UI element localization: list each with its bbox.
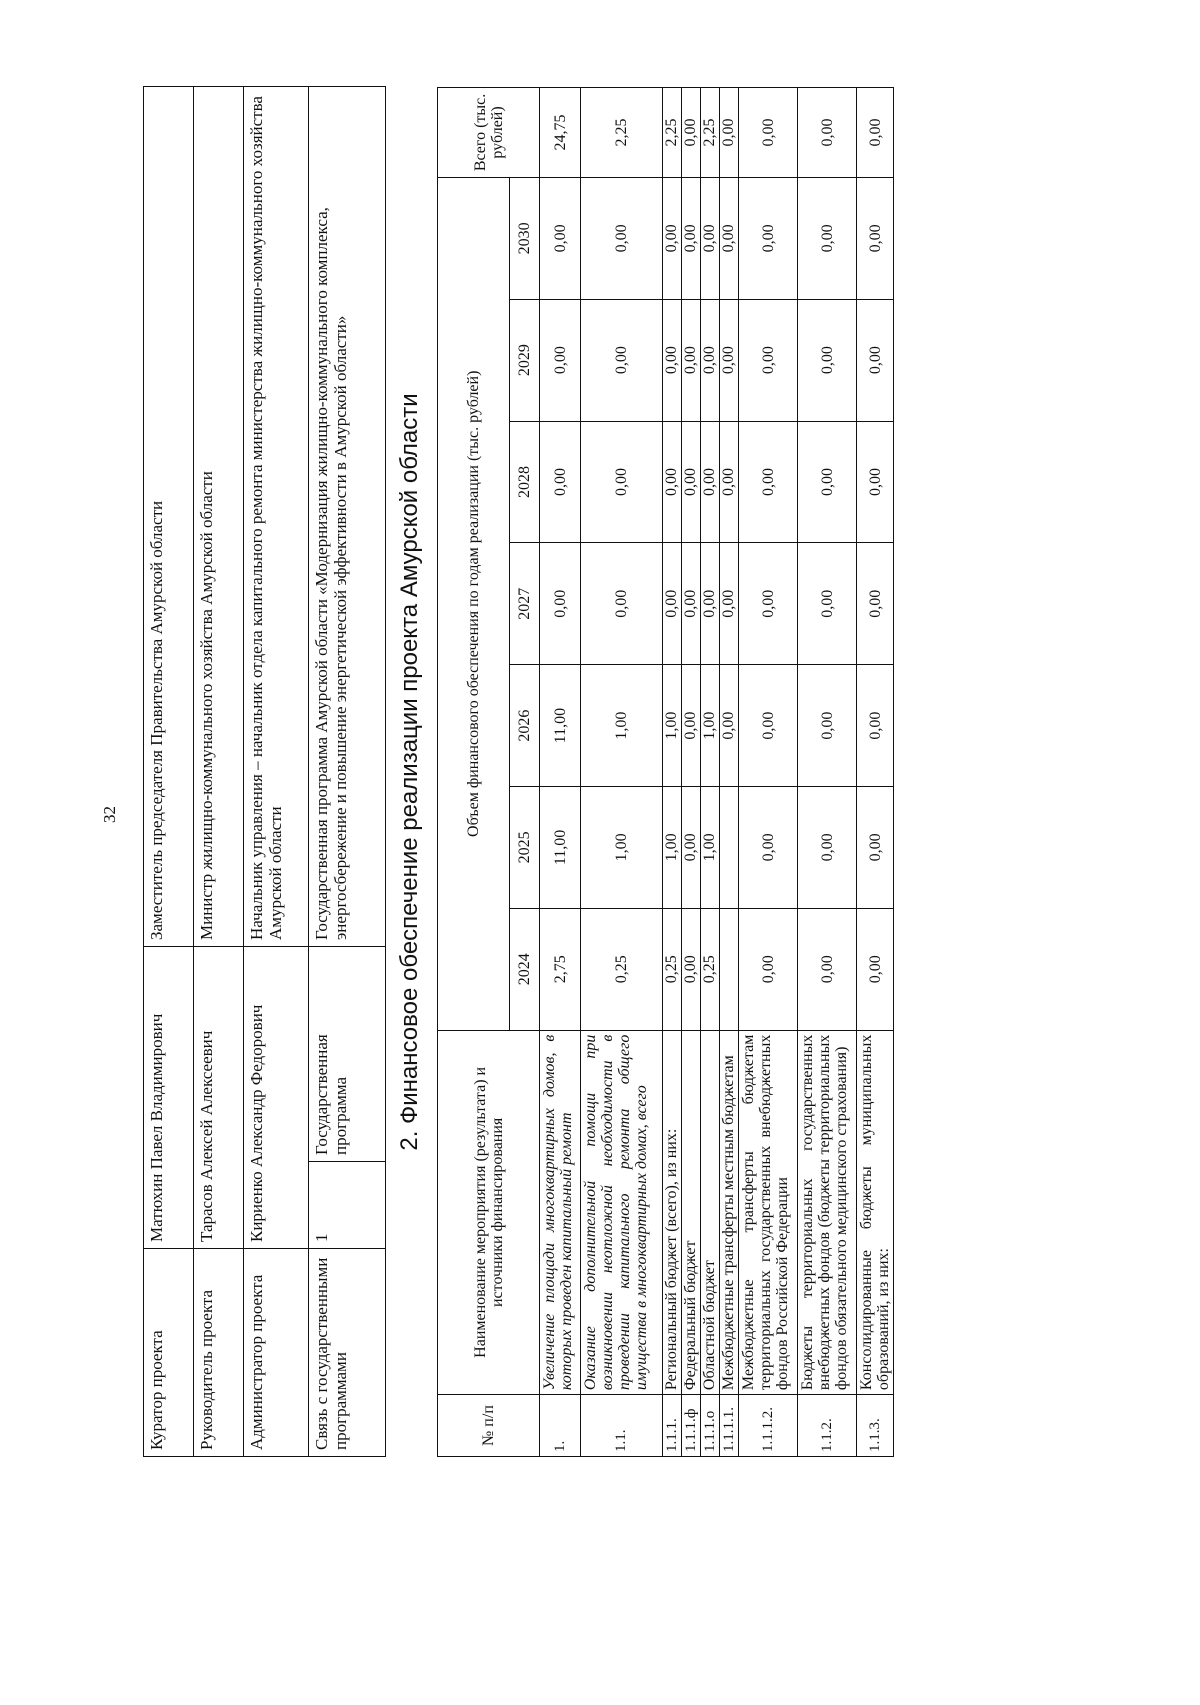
year-value: 0,00 [682, 543, 701, 665]
row-total: 2,25 [663, 88, 682, 178]
volume-header: Объем финансового обеспечения по годам реализации (тыс. рублей) [438, 177, 510, 1030]
year-value: 0,00 [581, 543, 663, 665]
year-value: 0,00 [540, 299, 581, 421]
table-row [540, 88, 581, 1457]
section-title: 2. Финансовое обеспечение реализации проекта Амурской области [396, 393, 423, 1151]
row-number: 1.1.1.о [701, 1395, 720, 1457]
year-value: 0,00 [798, 177, 857, 299]
year-value: 0,00 [663, 299, 682, 421]
year-value: 0,00 [739, 908, 798, 1030]
year-header: 2030 [510, 177, 540, 299]
year-header: 2026 [510, 665, 540, 787]
year-value: 0,25 [701, 908, 720, 1030]
table-row [739, 88, 798, 1457]
project-info-table [143, 86, 386, 1457]
row-number: 1.1.1.2. [739, 1395, 798, 1457]
row-name: Межбюджетные трансферты бюджетам территориальных государственных внебюджетных фондов Российской Федерации [739, 1030, 798, 1394]
year-value: 0,00 [798, 299, 857, 421]
table-row [701, 88, 720, 1457]
row-name: Региональный бюджет (всего), из них: [663, 1030, 682, 1394]
year-value: 0,00 [682, 665, 701, 787]
value-cell: Кириенко Александр Федорович [244, 947, 309, 1249]
year-value: 0,00 [701, 421, 720, 543]
year-value: 0,00 [857, 665, 894, 787]
number-header: № п/п [438, 1395, 540, 1457]
value-cell: Тарасов Алексей Алексеевич [194, 947, 244, 1249]
year-value: 0,00 [739, 787, 798, 909]
year-value: 0,00 [739, 543, 798, 665]
year-value: 0,00 [540, 421, 581, 543]
table-row [581, 88, 663, 1457]
total-header: Всего (тыс. рублей) [438, 88, 540, 178]
year-value: 0,00 [663, 421, 682, 543]
year-value: 0,00 [682, 299, 701, 421]
year-value: 0,00 [581, 421, 663, 543]
number-cell: 1 [309, 1162, 386, 1249]
label-cell: Администратор проекта [244, 1249, 309, 1457]
row-total: 2,25 [581, 88, 663, 178]
year-value [720, 908, 739, 1030]
year-value: 0,00 [701, 543, 720, 665]
year-value: 0,25 [663, 908, 682, 1030]
row-total: 0,00 [739, 88, 798, 178]
year-value: 1,00 [701, 787, 720, 909]
year-value: 1,00 [581, 787, 663, 909]
value-cell: Матюхин Павел Владимирович [144, 947, 194, 1249]
year-value: 0,00 [682, 787, 701, 909]
table-row [144, 87, 194, 1457]
year-value: 11,00 [540, 787, 581, 909]
row-number: 1.1. [581, 1395, 663, 1457]
page-number: 32 [100, 806, 119, 823]
row-total: 24,75 [540, 88, 581, 178]
year-value: 0,00 [739, 177, 798, 299]
year-value: 0,00 [739, 299, 798, 421]
row-total: 2,25 [701, 88, 720, 178]
year-value: 1,00 [663, 787, 682, 909]
row-name: Межбюджетные трансферты местным бюджетам [720, 1030, 739, 1394]
year-value [720, 787, 739, 909]
row-number: 1.1.1.1. [720, 1395, 739, 1457]
year-header: 2027 [510, 543, 540, 665]
year-value: 0,00 [701, 177, 720, 299]
role-cell: Министр жилищно-коммунального хозяйства Амурской области [194, 87, 244, 947]
row-number: 1. [540, 1395, 581, 1457]
row-number: 1.1.1.ф [682, 1395, 701, 1457]
year-value: 0,00 [720, 543, 739, 665]
year-value: 0,00 [682, 177, 701, 299]
name-header: Наименование мероприятия (результата) и источники финансирования [438, 1030, 540, 1394]
table-row [857, 88, 894, 1457]
year-value: 1,00 [701, 665, 720, 787]
label-cell: Руководитель проекта [194, 1249, 244, 1457]
year-value: 0,00 [798, 421, 857, 543]
row-name: Областной бюджет [701, 1030, 720, 1394]
year-value: 0,00 [663, 543, 682, 665]
year-value: 0,00 [540, 177, 581, 299]
year-value: 0,00 [701, 299, 720, 421]
year-value: 0,00 [739, 421, 798, 543]
year-value: 0,00 [739, 665, 798, 787]
table-row [798, 88, 857, 1457]
table-row [244, 87, 309, 1457]
year-value: 0,00 [540, 543, 581, 665]
year-value: 11,00 [540, 665, 581, 787]
year-value: 0,00 [798, 787, 857, 909]
year-header: 2028 [510, 421, 540, 543]
table-row [309, 87, 386, 1457]
year-value: 0,00 [720, 421, 739, 543]
finance-table [437, 87, 894, 1457]
table-row [682, 88, 701, 1457]
header-row [438, 88, 510, 1457]
rotated-page-content [143, 87, 1103, 1457]
row-name: Бюджеты территориальных государственных внебюджетных фондов (бюджеты территориальных фондов обязательного медицинского страхования) [798, 1030, 857, 1394]
year-value: 0,00 [798, 908, 857, 1030]
year-header: 2025 [510, 787, 540, 909]
year-value: 0,00 [857, 177, 894, 299]
finance-body [540, 88, 894, 1457]
year-value: 0,00 [857, 543, 894, 665]
table-row [663, 88, 682, 1457]
row-number: 1.1.1. [663, 1395, 682, 1457]
year-value: 0,00 [720, 177, 739, 299]
year-value: 2,75 [540, 908, 581, 1030]
row-total: 0,00 [798, 88, 857, 178]
row-number: 1.1.2. [798, 1395, 857, 1457]
year-value: 0,00 [798, 665, 857, 787]
row-total: 0,00 [720, 88, 739, 178]
row-name: Консолидированные бюджеты муниципальных образований, из них: [857, 1030, 894, 1394]
label-cell: Связь с государственными программами [309, 1249, 386, 1457]
table-row [720, 88, 739, 1457]
year-value: 1,00 [663, 665, 682, 787]
year-header: 2029 [510, 299, 540, 421]
label-cell: Куратор проекта [144, 1249, 194, 1457]
year-value: 1,00 [581, 665, 663, 787]
year-value: 0,00 [720, 299, 739, 421]
row-name: Оказание дополнительной помощи при возникновении неотложной необходимости в проведении капитального ремонта общего имущества в многоквартирных домах, всего [581, 1030, 663, 1394]
type-cell: Государственная программа [309, 947, 386, 1162]
year-value: 0,00 [857, 299, 894, 421]
year-value: 0,00 [663, 177, 682, 299]
year-value: 0,00 [857, 908, 894, 1030]
year-header: 2024 [510, 908, 540, 1030]
year-value: 0,00 [798, 543, 857, 665]
row-name: Увеличение площади многоквартирных домов, в которых проведен капитальный ремонт [540, 1030, 581, 1394]
role-cell: Заместитель председателя Правительства Амурской области [144, 87, 194, 947]
year-value: 0,00 [682, 421, 701, 543]
year-value: 0,25 [581, 908, 663, 1030]
row-total: 0,00 [857, 88, 894, 178]
year-value: 0,00 [857, 421, 894, 543]
role-cell: Начальник управления – начальник отдела капитального ремонта министерства жилищно-коммунального хозяйства Амурской области [244, 87, 309, 947]
row-total: 0,00 [682, 88, 701, 178]
year-value: 0,00 [581, 177, 663, 299]
row-name: Федеральный бюджет [682, 1030, 701, 1394]
year-value: 0,00 [857, 787, 894, 909]
year-value: 0,00 [581, 299, 663, 421]
row-number: 1.1.3. [857, 1395, 894, 1457]
year-value: 0,00 [682, 908, 701, 1030]
table-row [194, 87, 244, 1457]
program-cell: Государственная программа Амурской области «Модернизация жилищно-коммунального комплекса, энергосбережение и повышение энергетической эффективности в Амурской области» [309, 87, 386, 947]
year-value: 0,00 [720, 665, 739, 787]
